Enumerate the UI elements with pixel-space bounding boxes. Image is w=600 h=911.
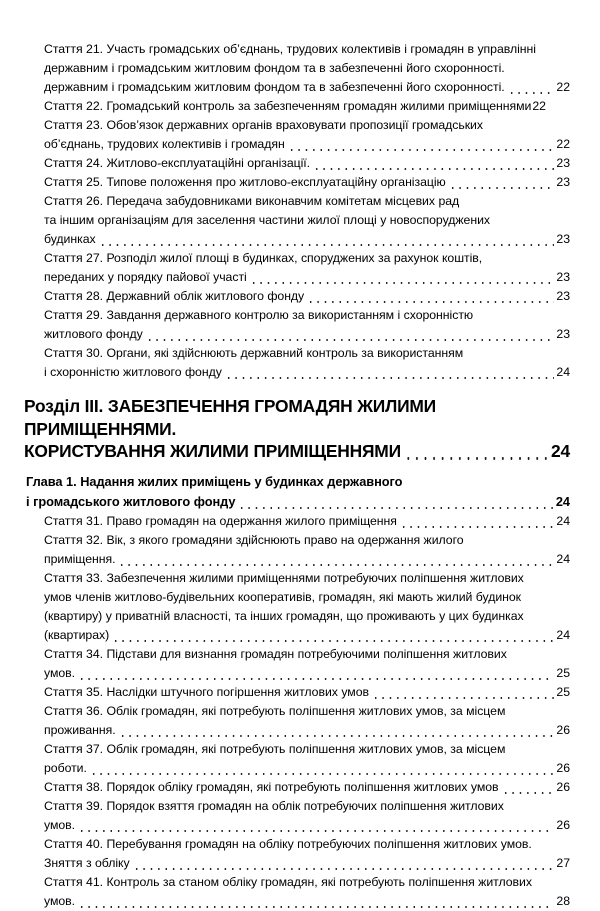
toc-entry-title: об’єднань, трудових колективів і громадян [44,137,285,151]
toc-leader-row [44,230,570,249]
toc-entry[interactable] [24,154,570,173]
toc-entry[interactable] [24,873,570,911]
toc-page-number: 24 [556,513,570,528]
toc-page-number: 24 [556,627,570,642]
toc-entry-title: і схоронністю житлового фонду [44,365,222,379]
toc-leader-row [44,97,570,116]
dot-leader [404,457,549,462]
toc-leader-row [44,363,570,382]
toc-entry-line: державним і громадським житловим фондом та в забезпеченні його схоронності. [44,61,505,75]
toc-leader-row [44,325,570,344]
toc-entry-title: переданих у порядку пайової участі [44,270,247,284]
toc-leader-row [44,550,570,569]
toc-entry-title: приміщення. [44,551,116,566]
toc-page-number: 26 [556,779,570,794]
toc-entry-title: умов. [44,665,76,680]
toc-entry-body [24,645,570,683]
toc-page-number: 24 [551,441,570,461]
toc-entry-body [24,344,570,382]
toc-entry[interactable] [24,116,570,154]
toc-entry-line: Стаття 41. Контроль за станом обліку громадян, які потребують поліпшення житлових [44,874,532,889]
toc-entry-title: проживання. [44,722,116,737]
toc-entry[interactable] [24,472,570,512]
toc-entry-body [24,778,570,797]
toc-entry-body [24,797,570,835]
toc-leader-row [24,440,570,463]
toc-entry-line: Стаття 26. Передача забудовниками виконавчим комітетам місцевих рад [44,194,460,208]
toc-page-number: 22 [556,80,570,94]
toc-entry[interactable] [24,797,570,835]
toc-leader-row [44,135,570,154]
toc-page-number: 25 [556,684,570,699]
toc-entry-line: Стаття 40. Перебування громадян на обліку потребуючих поліпшення житлових умов. [44,836,532,851]
toc-leader-row [44,778,570,797]
toc-page-number: 23 [556,232,570,246]
toc-entry[interactable] [24,512,570,531]
toc-entry-title: будинках [44,232,96,246]
toc-entry[interactable] [24,569,570,645]
toc-entry[interactable] [24,173,570,192]
toc-entry-body [24,40,570,97]
toc-page-number: 24 [556,365,570,379]
toc-entry-body [24,683,570,702]
toc-page-number: 24 [555,493,570,509]
toc-entry[interactable] [24,249,570,287]
toc-entry-line: Глава 1. Надання жилих приміщень у будинках державного [26,473,403,489]
toc-entry-title: державним і громадським житловим фондом та в забезпеченні його схоронності. [44,80,505,94]
toc-entry-line: Стаття 21. Участь громадських об’єднань, трудових колективів і громадян в управлінні [44,42,536,56]
toc-entry-body [24,569,570,645]
toc-page-number: 23 [556,327,570,341]
toc-page-number: 23 [556,289,570,303]
toc-entry[interactable] [24,306,570,344]
toc-entry-line: Стаття 29. Завдання державного контролю за використанням і схоронністю [44,308,474,322]
toc-leader-row [44,626,570,645]
toc-page-number: 24 [556,551,570,566]
toc-leader-row [44,721,570,740]
toc-entry-body [24,287,570,306]
toc-entry-title: Стаття 35. Наслідки штучного погіршення житлових умов [44,684,369,699]
toc-entry-line: умов членів житлово-будівельних кооперативів, громадян, які мають жилий будинок [44,589,522,604]
toc-entry-line: Стаття 32. Вік, з якого громадяни здійснюють право на одержання жилого [44,532,464,547]
toc-entry[interactable] [24,645,570,683]
toc-entry-title: Стаття 24. Житлово-експлуатаційні організації. [44,156,311,170]
toc-page-number: 23 [556,175,570,189]
toc-entry-line: Стаття 39. Порядок взяття громадян на облік потребуючих поліпшення житлових [44,798,504,813]
toc-entry-title: КОРИСТУВАННЯ ЖИЛИМИ ПРИМІЩЕННЯМИ [24,441,401,461]
toc-leader-row [44,78,570,97]
toc-entry-line: Стаття 30. Органи, які здійснюють державний контроль за використанням [44,346,464,360]
toc-page-number: 26 [556,817,570,832]
toc-page-number: 26 [556,760,570,775]
toc-leader-row [44,854,570,873]
toc-entry[interactable] [24,97,570,116]
toc-entry-line: Розділ III. ЗАБЕЗПЕЧЕННЯ ГРОМАДЯН ЖИЛИМИ ПРИМІЩЕННЯМИ. [24,396,441,439]
toc-entry[interactable] [24,287,570,306]
toc-page-number: 28 [556,893,570,908]
toc-leader-row [44,287,570,306]
toc-entry[interactable] [24,531,570,569]
toc-entry[interactable] [24,683,570,702]
toc-entry[interactable] [24,835,570,873]
toc-entry-line: Стаття 33. Забезпечення жилими приміщеннями потребуючих поліпшення житлових [44,570,524,585]
dot-leader [225,377,555,382]
toc-leader-row [44,173,570,192]
toc-entry-body [24,531,570,569]
toc-page-number: 23 [556,270,570,284]
toc-entry-title: Стаття 38. Порядок обліку громадян, які потребують поліпшення житлових умов [44,779,499,794]
toc-entry-title: умов. [44,893,76,908]
toc-entry-line: Стаття 27. Розподіл жилої площі в будинках, споруджених за рахунок коштів, [44,251,483,265]
toc-entry[interactable] [24,40,570,97]
toc-entry-title: житлового фонду [44,327,143,341]
toc-entry-body [24,154,570,173]
toc-leader-row [44,268,570,287]
toc-leader-row [44,512,570,531]
toc-leader-row [44,683,570,702]
toc-entry-title: Зняття з обліку [44,855,130,870]
toc-entry-body [24,116,570,154]
toc-entry-title: Стаття 28. Державний облік житлового фонду [44,289,305,303]
toc-entry-title: Стаття 25. Типове положення про житлово-експлуатаційну організацію [44,175,446,189]
toc-entry-body [24,306,570,344]
toc-entry-line: та іншим організаціям для заселення частини жилої площі у новоспоруджених [44,213,491,227]
toc-entry[interactable] [24,740,570,778]
toc-entry-title: Стаття 22. Громадський контроль за забезпеченням громадян жилими приміщеннями [44,99,532,113]
toc-entry-title: (квартирах) [44,627,110,642]
toc-entry-line: (квартиру) у приватній власності, та інших громадян, що проживають у цих будинках [44,608,524,623]
toc-page-number: 26 [556,722,570,737]
toc-entry-title: роботи. [44,760,87,775]
toc-entry-body [24,873,570,911]
dot-leader [78,906,554,911]
toc-entry-body [24,97,570,116]
toc-leader-row [44,892,570,911]
table-of-contents [24,40,570,911]
toc-entry-body [24,173,570,192]
toc-entry-body [24,395,570,463]
toc-leader-row [44,664,570,683]
toc-entry-line: Стаття 23. Обов’язок державних органів враховувати пропозиції громадських [44,118,483,132]
toc-entry[interactable] [24,702,570,740]
toc-leader-row [44,154,570,173]
toc-entry-body [24,249,570,287]
toc-entry-body [24,740,570,778]
toc-entry[interactable] [24,778,570,797]
toc-entry-title: умов. [44,817,76,832]
toc-entry-body [24,472,570,512]
toc-entry[interactable] [24,395,570,463]
toc-entry-body [24,702,570,740]
toc-page-number: 22 [556,137,570,151]
toc-leader-row [26,492,570,512]
toc-entry-body [24,192,570,249]
toc-entry[interactable] [24,192,570,249]
toc-leader-row [44,759,570,778]
toc-entry-title: і громадського житлового фонду [26,493,236,509]
toc-leader-row [44,816,570,835]
toc-entry-line: Стаття 36. Облік громадян, які потребують поліпшення житлових умов, за місцем [44,703,506,718]
toc-entry-title: Стаття 31. Право громадян на одержання жилого приміщення [44,513,397,528]
toc-entry-body [24,512,570,531]
toc-entry-line: Стаття 34. Підстави для визнання громадян потребуючими поліпшення житлових [44,646,507,661]
toc-entry-line: Стаття 37. Облік громадян, які потребують поліпшення житлових умов, за місцем [44,741,506,756]
toc-page-number: 27 [556,855,570,870]
toc-page-number: 22 [532,99,546,113]
toc-page-number: 25 [556,665,570,680]
toc-page-number: 23 [556,156,570,170]
toc-entry[interactable] [24,344,570,382]
toc-entry-body [24,835,570,873]
